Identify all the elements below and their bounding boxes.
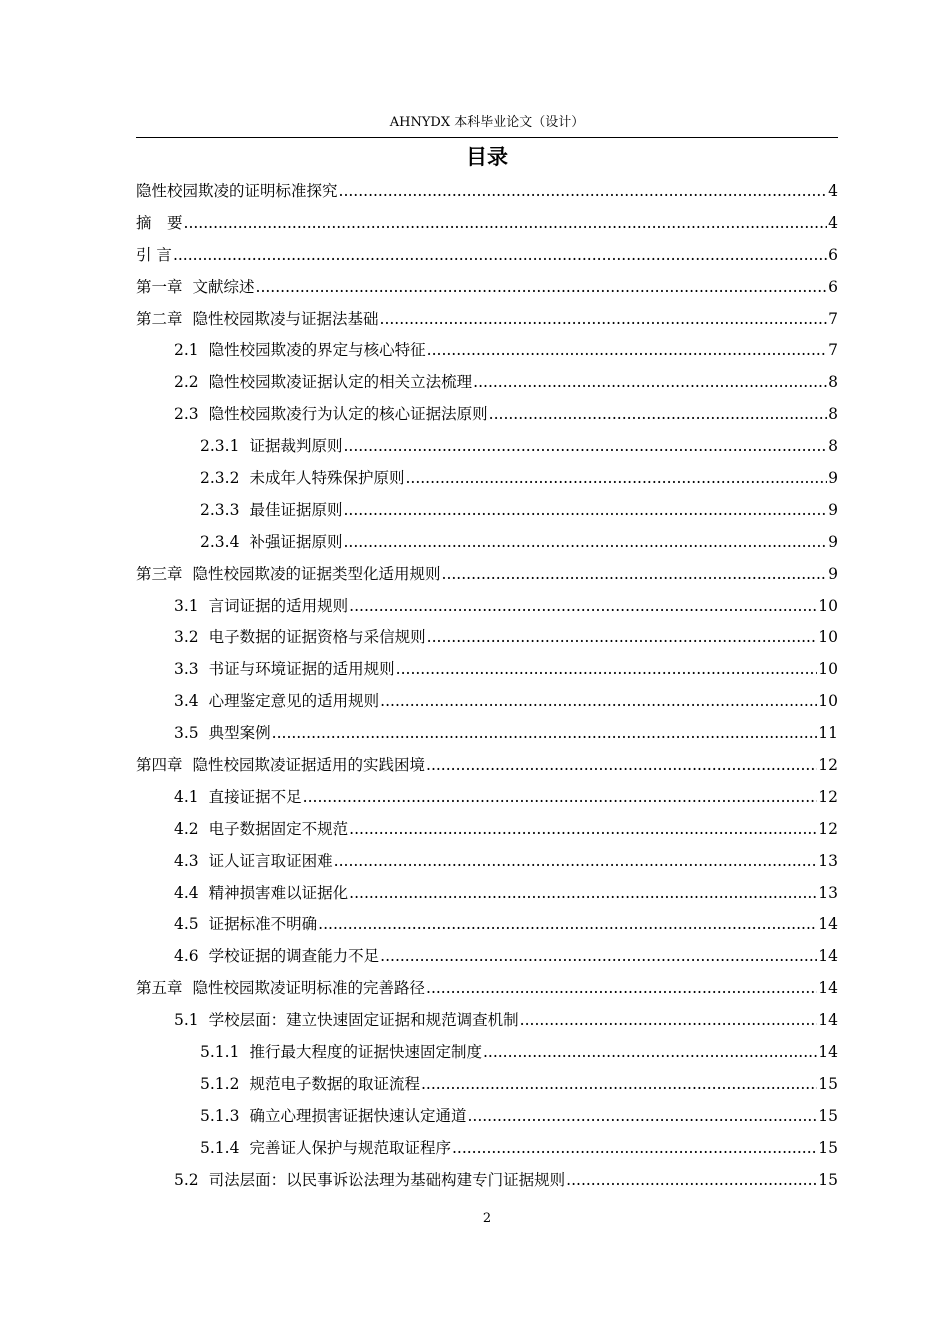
toc-entry-page: 14 [818,915,838,934]
toc-entry-number: 4.1 [174,787,199,806]
toc-entry[interactable] [136,272,838,304]
toc-entry-number: 第三章 [136,564,183,583]
toc-entry-page: 7 [828,309,838,328]
toc-entry-number: 3.1 [174,596,199,615]
toc-entry-number: 第二章 [136,309,183,328]
toc-entry-number: 2.3.3 [200,500,240,519]
running-header: AHNYDX 本科毕业论文（设计） [389,115,585,130]
toc-entry-page: 4 [828,213,838,232]
toc-entry-number: 3.3 [174,660,199,679]
toc-entry-page: 9 [828,469,838,488]
toc-entry-number: 2.3 [174,405,199,424]
dot-leader [380,304,828,336]
toc-entry[interactable] [136,1005,838,1037]
toc-entry-page: 14 [818,1043,838,1062]
toc-entry-page: 9 [828,532,838,551]
dot-leader [426,973,817,1005]
toc-entry[interactable] [136,304,838,336]
dot-leader [334,846,818,878]
dot-leader [343,527,827,559]
toc-entry[interactable] [136,431,838,463]
toc-entry[interactable] [136,782,838,814]
toc-entry-page: 15 [818,1138,838,1157]
toc-entry[interactable] [136,1133,838,1165]
toc-entry-page: 15 [818,1170,838,1189]
toc-entry[interactable] [136,846,838,878]
toc-entry[interactable] [136,718,838,750]
toc-entry-label: 心理鉴定意见的适用规则 [208,692,380,711]
table-of-contents [136,176,838,1197]
toc-entry[interactable] [136,591,838,623]
dot-leader [256,272,828,304]
toc-entry-label: 证人证言取证困难 [208,851,333,870]
toc-entry[interactable] [136,463,838,495]
dot-leader [452,1133,817,1165]
toc-entry[interactable] [136,240,838,272]
header-rule [136,137,838,138]
toc-entry-label: 言词证据的适用规则 [208,596,349,615]
toc-entry-number: 2.1 [174,341,199,360]
toc-entry-label: 补强证据原则 [249,532,343,551]
toc-entry[interactable] [136,335,838,367]
toc-entry-number: 5.1 [174,1011,199,1030]
toc-entry[interactable] [136,941,838,973]
dot-leader [427,335,827,367]
toc-entry-number: 5.1.3 [200,1106,240,1125]
dot-leader [467,1101,817,1133]
toc-entry-page: 7 [828,341,838,360]
toc-entry-label: 文献综述 [192,277,255,296]
dot-leader [184,208,828,240]
dot-leader [427,622,818,654]
toc-entry-number: 3.5 [174,724,199,743]
toc-entry-page: 6 [828,245,838,264]
toc-entry-label: 隐性校园欺凌与证据法基础 [192,309,379,328]
toc-entry[interactable] [136,750,838,782]
toc-entry[interactable] [136,559,838,591]
toc-entry-page: 12 [818,819,838,838]
toc-entry-label: 最佳证据原则 [249,500,343,519]
toc-entry-label: 直接证据不足 [208,787,302,806]
toc-entry-page: 15 [818,1106,838,1125]
toc-entry-label: 隐性校园欺凌证据适用的实践困境 [192,756,426,775]
toc-entry-label: 书证与环境证据的适用规则 [208,660,395,679]
dot-leader [489,399,827,431]
toc-entry-page: 14 [818,947,838,966]
toc-entry[interactable] [136,367,838,399]
toc-entry-number: 第五章 [136,979,183,998]
toc-entry-page: 9 [828,564,838,583]
toc-entry-page: 12 [818,787,838,806]
toc-entry-number: 2.3.4 [200,532,240,551]
toc-entry-number: 4.4 [174,883,199,902]
dot-leader [343,495,827,527]
toc-entry-number: 3.2 [174,628,199,647]
toc-entry-label: 引 言 [136,245,172,264]
toc-entry-page: 8 [828,373,838,392]
dot-leader [442,559,828,591]
dot-leader [483,1037,817,1069]
toc-entry-page: 8 [828,405,838,424]
toc-entry[interactable] [136,1069,838,1101]
toc-entry-number: 5.2 [174,1170,199,1189]
toc-entry-number: 5.1.1 [200,1043,240,1062]
toc-entry[interactable] [136,1037,838,1069]
toc-entry-page: 4 [828,182,838,200]
toc-entry[interactable] [136,878,838,910]
toc-entry-label: 未成年人特殊保护原则 [249,469,405,488]
toc-entry[interactable] [136,495,838,527]
toc-entry[interactable] [136,208,838,240]
dot-leader [405,463,827,495]
toc-entry-label: 精神损害难以证据化 [208,883,349,902]
toc-entry-page: 10 [818,596,838,615]
toc-title: 目录 [466,145,508,169]
toc-entry-label: 学校证据的调查能力不足 [208,947,380,966]
toc-entry[interactable] [136,686,838,718]
toc-entry-label: 确立心理损害证据快速认定通道 [249,1106,467,1125]
toc-entry[interactable] [136,814,838,846]
toc-entry[interactable] [136,1165,838,1197]
toc-entry-number: 第四章 [136,756,183,775]
toc-entry-label: 电子数据固定不规范 [208,819,349,838]
toc-entry-label: 隐性校园欺凌证明标准的完善路径 [192,979,426,998]
dot-leader [303,782,818,814]
toc-entry-page: 10 [818,692,838,711]
toc-entry[interactable] [136,909,838,941]
dot-leader [339,176,828,208]
toc-entry-number: 4.6 [174,947,199,966]
toc-entry-page: 15 [818,1074,838,1093]
toc-entry-number: 第一章 [136,277,183,296]
toc-entry-label: 摘 要 [136,213,183,232]
dot-leader [473,367,827,399]
toc-entry-page: 10 [818,628,838,647]
dot-leader [349,591,817,623]
dot-leader [421,1069,817,1101]
toc-entry[interactable] [136,176,838,208]
toc-entry-label: 推行最大程度的证据快速固定制度 [249,1043,482,1062]
toc-entry-number: 2.3.1 [200,437,240,456]
dot-leader [520,1005,818,1037]
dot-leader [343,431,827,463]
toc-entry-number: 2.3.2 [200,469,240,488]
toc-entry-label: 隐性校园欺凌的证明标准探究 [136,182,338,200]
toc-entry-label: 完善证人保护与规范取证程序 [249,1138,451,1157]
toc-entry-page: 13 [818,883,838,902]
toc-entry-label: 证据裁判原则 [249,437,343,456]
dot-leader [396,654,818,686]
toc-entry-page: 8 [828,437,838,456]
toc-entry-page: 11 [818,724,838,743]
toc-entry-label: 司法层面：以民事诉讼法理为基础构建专门证据规则 [208,1170,566,1189]
toc-entry-page: 12 [818,756,838,775]
toc-entry[interactable] [136,654,838,686]
toc-entry-page: 10 [818,660,838,679]
toc-entry[interactable] [136,527,838,559]
toc-entry-label: 隐性校园欺凌行为认定的核心证据法原则 [208,405,488,424]
toc-entry[interactable] [136,399,838,431]
dot-leader [380,686,817,718]
toc-entry-page: 13 [818,851,838,870]
toc-entry-page: 9 [828,500,838,519]
toc-entry[interactable] [136,973,838,1005]
dot-leader [318,909,817,941]
toc-entry-number: 4.5 [174,915,199,934]
toc-entry-label: 证据标准不明确 [208,915,318,934]
toc-entry-label: 隐性校园欺凌证据认定的相关立法梳理 [208,373,473,392]
toc-entry-number: 4.3 [174,851,199,870]
toc-entry-label: 隐性校园欺凌的界定与核心特征 [208,341,426,360]
dot-leader [426,750,817,782]
toc-entry-number: 4.2 [174,819,199,838]
toc-entry-label: 电子数据的证据资格与采信规则 [208,628,426,647]
dot-leader [380,941,817,973]
toc-entry[interactable] [136,1101,838,1133]
dot-leader [173,240,827,272]
toc-entry-label: 规范电子数据的取证流程 [249,1074,420,1093]
toc-entry-label: 典型案例 [208,724,271,743]
toc-entry-number: 3.4 [174,692,199,711]
toc-entry-number: 5.1.2 [200,1074,240,1093]
toc-entry-label: 隐性校园欺凌的证据类型化适用规则 [192,564,441,583]
toc-entry-number: 5.1.4 [200,1138,240,1157]
toc-entry-page: 14 [818,1011,838,1030]
dot-leader [349,814,817,846]
toc-entry-number: 2.2 [174,373,199,392]
toc-entry-page: 6 [828,277,838,296]
dot-leader [566,1165,817,1197]
dot-leader [349,878,817,910]
toc-entry-page: 14 [818,979,838,998]
dot-leader [272,718,818,750]
page-number: 2 [482,1211,492,1226]
toc-entry-label: 学校层面：建立快速固定证据和规范调查机制 [208,1011,519,1030]
toc-entry[interactable] [136,622,838,654]
